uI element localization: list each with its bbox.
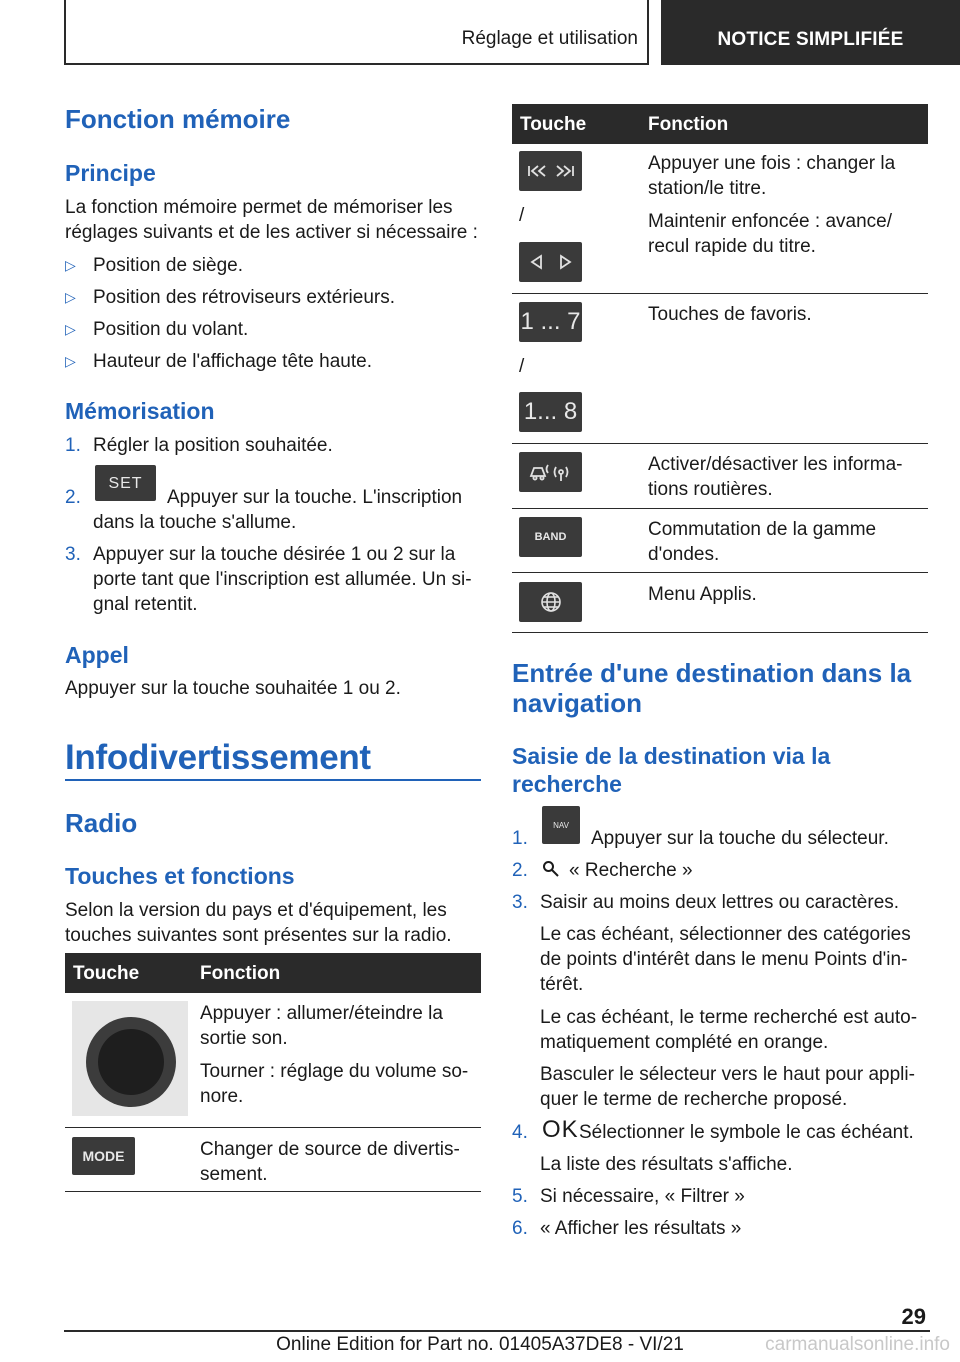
table-row-divider [65, 1127, 481, 1128]
triangle-bullet-icon: ▷ [65, 353, 76, 369]
table-row-divider [512, 508, 928, 509]
recall-heading: Appel [65, 642, 129, 668]
band-key-icon: BAND [519, 517, 582, 557]
infotainment-title: Infodivertissement [65, 738, 371, 777]
set-key-icon: SET [95, 465, 156, 501]
table-row-divider [512, 443, 928, 444]
nav-key-icon: NAV [542, 806, 580, 844]
principle-heading: Principe [65, 160, 156, 186]
keys-intro-line-2: touches suivantes sont présentes sur la radio. [65, 925, 452, 946]
navigation-subtitle-line-1: Saisie de la destination via la [512, 743, 831, 769]
traffic-info-key-icon [519, 452, 582, 492]
globe-icon [540, 591, 562, 613]
header-badge [661, 0, 960, 65]
col-header-key: Touche [73, 963, 140, 984]
key-separator: / [519, 356, 525, 377]
arrow-key-icon [519, 242, 582, 282]
col-header-function: Fonction [200, 963, 281, 984]
left-table-header [65, 953, 481, 993]
col-header-function: Fonction [648, 114, 729, 135]
navigation-subtitle-line-2: recherche [512, 771, 622, 797]
triangle-bullet-icon: ▷ [65, 289, 76, 305]
ok-icon: OK [542, 1116, 579, 1143]
traffic-broadcast-icon [528, 461, 574, 483]
search-icon [542, 860, 560, 878]
header-badge-label: NOTICE SIMPLIFIÉE [717, 29, 904, 50]
keys-heading: Touches et fonctions [65, 863, 295, 889]
page-number: 29 [901, 1304, 926, 1329]
recall-text: Appuyer sur la touche souhaitée 1 ou 2. [65, 678, 401, 699]
footer-rule [64, 1330, 930, 1332]
table-row-divider [512, 293, 928, 294]
navigation-title-line-1: Entrée d'une destination dans la [512, 658, 912, 688]
memory-step-3: 3. Appuyer sur la touche désirée 1 ou 2 sur la porte tant que l'inscription est allumée. Un si- gnal retentit. [65, 544, 472, 615]
header-section-title: Réglage et utilisation [461, 28, 638, 49]
keys-intro-line-1: Selon la version du pays et d'équipement, les [65, 900, 447, 921]
key-separator: / [519, 205, 525, 226]
seek-key-icon [519, 151, 582, 191]
watermark: carmanualsonline.info [765, 1334, 950, 1355]
prev-next-icon [529, 254, 573, 270]
mode-key-icon: MODE [72, 1137, 135, 1175]
principle-line-2: réglages suivants et de les activer si nécessaire : [65, 222, 478, 243]
table-row-divider [512, 572, 928, 573]
footer-edition: Online Edition for Part no. 01405A37DE8 - VI/21 [276, 1334, 684, 1355]
right-table-header [512, 104, 928, 144]
knob-inner-icon [98, 1029, 164, 1095]
triangle-bullet-icon: ▷ [65, 321, 76, 337]
skip-track-icon [527, 163, 575, 179]
volume-knob-image [72, 1001, 188, 1116]
col-header-key: Touche [520, 114, 587, 135]
triangle-bullet-icon: ▷ [65, 257, 76, 273]
store-heading: Mémorisation [65, 398, 215, 424]
table-row-divider [65, 1191, 481, 1192]
title-underline [65, 779, 481, 781]
memory-title: Fonction mémoire [65, 104, 291, 134]
favorites-7-key-icon: 1 ... 7 [519, 302, 582, 342]
radio-heading: Radio [65, 808, 138, 838]
navigation-title-line-2: navigation [512, 688, 643, 718]
table-row-divider [512, 632, 928, 633]
memory-step-2: 2. SET Appuyer sur la touche. L'inscription dans la touche s'allume. [65, 485, 481, 545]
apps-key-icon [519, 582, 582, 622]
favorites-8-key-icon: 1... 8 [519, 392, 582, 432]
principle-line-1: La fonction mémoire permet de mémoriser les [65, 197, 453, 218]
